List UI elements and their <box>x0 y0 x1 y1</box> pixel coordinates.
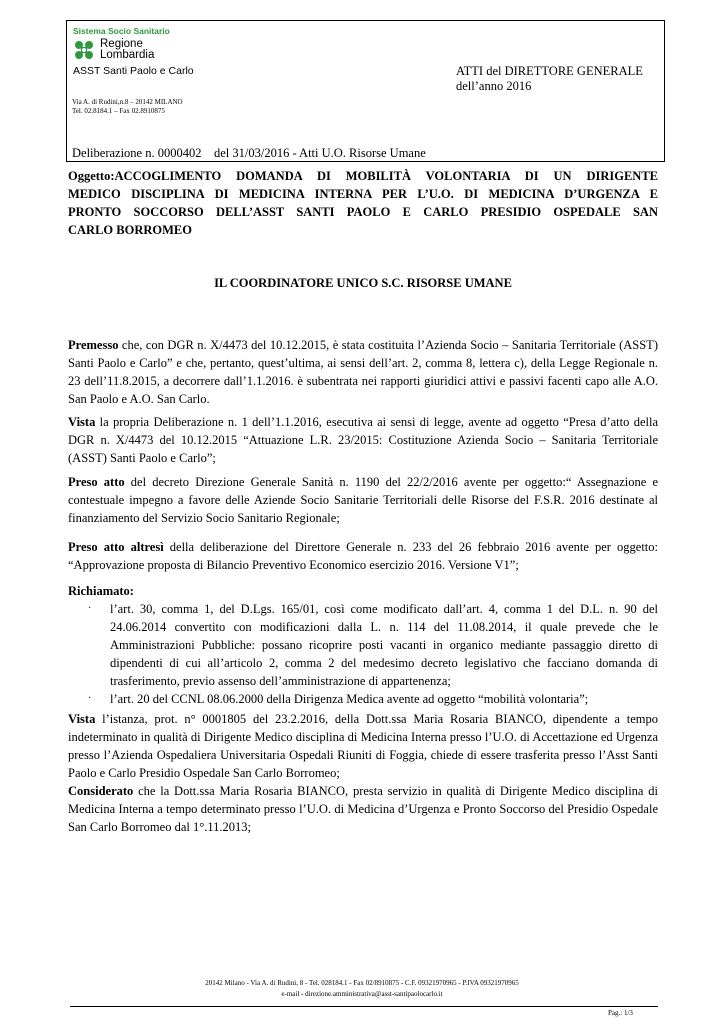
system-label: Sistema Socio Sanitario <box>73 26 170 36</box>
paragraph-vista: Vista la propria Deliberazione n. 1 dell’1.1.2016, esecutiva ai sensi di legge, avente ad oggetto “Presa d’atto della DGR n. X/4473 del 10.12.2015 “Attuazione L.R. 23/2015: Costituzione Azienda Socio – Sanitaria Territoriale (ASST) Santi Paolo e Carlo”; <box>68 415 658 465</box>
paragraph-vista-istanza: Vista l’istanza, prot. n° 0001805 del 23.2.2016, della Dott.ssa Maria Rosaria BIANCO, dipendente a tempo indeterminato in qualità di Dirigente Medico disciplina di Medicina Interna presso l’U.O. di Accettazione ed Urgenza presso l’Azienda Ospedaliera Universitaria Ospedali Riuniti di Foggia, chiede di essere trasferita presso l’Asst Santi Paolo e Carlo Presidio Ospedale San Carlo Borromeo; <box>68 712 658 780</box>
region-name: Regione Lombardia <box>100 38 155 61</box>
richiamato-list <box>68 600 658 708</box>
heading-richiamato: Richiamato: <box>68 584 134 598</box>
paragraph-premesso: Premesso che, con DGR n. X/4473 del 10.12.2015, è stata costituita l’Azienda Socio – Sanitaria Territoriale (ASST) Santi Paolo e Carlo” e che, pertanto, quest’ultima, ai sensi dell’art. 2, comma 8, lettera c), della Legge Regionale n. 23 dell’11.8.2015, a decorrere dall’1.1.2016. è subentrata nei rapporti giuridici attivi e passivi facenti capo alle A.O. San Paolo e A.O. San Carlo. <box>68 338 658 406</box>
deliberation-number: Deliberazione n. 0000402 del 31/03/2016 - Atti U.O. Risorse Umane <box>72 146 426 160</box>
list-item: · l’art. 30, comma 1, del D.Lgs. 165/01, così come modificato dall’art. 4, comma 1 del D.L. n. 90 del 24.06.2014 convertito con modificazioni dalla L. n. 114 del 11.08.2014, il quale prevede che le Amministrazioni Pubbliche: possano ricoprire posti vacanti in organico mediante passaggio diretto di dipendenti di cui all’articolo 2, comma 2 del medesimo decreto legislativo che facciano domanda di trasferimento, previo assenso dell’amministrazione di appartenenza; <box>68 600 658 690</box>
page-number: Pag.: 1/3 <box>608 1009 633 1017</box>
footer-divider <box>70 1006 658 1007</box>
footer: 20142 Milano - Via A. di Rudini, 8 - Tel. 028184.1 - Fax 02/8910875 - C.F. 09321970965 - P.IVA 09321970965 e-mail - direzione.amministrativa@asst-santipaolocarlo.it <box>205 979 519 998</box>
list-item: · l’art. 20 del CCNL 08.06.2000 della Dirigenza Medica avente ad oggetto “mobilità volontaria”; <box>68 690 658 708</box>
atti-title: ATTI del DIRETTORE GENERALE dell’anno 2016 <box>456 64 643 93</box>
logo <box>73 26 223 77</box>
subject: Oggetto:ACCOGLIMENTO DOMANDA DI MOBILITÀ VOLONTARIA DI UN DIRIGENTE MEDICO DISCIPLINA DI MEDICINA INTERNA PER L’U.O. DI MEDICINA D’URGENZA E PRONTO SOCCORSO DELL’ASST SANTI PAOLO E CARLO PRESIDIO OSPEDALE SAN CARLO BORROMEO <box>68 169 658 237</box>
address: Via A. di Rudini,n.8 – 20142 MILANO Tel. 02.8184.1 – Fax 02.8910875 <box>72 98 183 115</box>
paragraph-considerato: Considerato che la Dott.ssa Maria Rosaria BIANCO, presta servizio in qualità di Dirigente Medico disciplina di Medicina Interna a tempo determinato presso l’U.O. di Medicina d’Urgenza e Pronto Soccorso del Presidio Ospedale San Carlo Borromeo dal 1°.11.2013; <box>68 784 658 834</box>
regione-lombardia-logo-icon <box>73 39 95 61</box>
paragraph-preso-atto-altresi: Preso atto altresì della deliberazione del Direttore Generale n. 233 del 26 febbraio 2016 avente per oggetto: “Approvazione proposta di Bilancio Preventivo Economico esercizio 2016. Versione V1”; <box>68 540 658 572</box>
paragraph-preso-atto: Preso atto del decreto Direzione Generale Sanità n. 1190 del 22/2/2016 avente per oggetto:“ Assegnazione e contestuale impegno a favore delle Aziende Socio Sanitarie Territoriali delle Risorse del F.S.R. 2016 destinate al finanziamento del Servizio Socio Sanitario Regionale; <box>68 475 658 525</box>
coordinator-title: IL COORDINATORE UNICO S.C. RISORSE UMANE <box>214 276 512 290</box>
asst-name: ASST Santi Paolo e Carlo <box>73 65 194 77</box>
bullet-icon: · <box>88 603 92 614</box>
bullet-icon: · <box>88 693 92 704</box>
header-box <box>66 20 665 162</box>
